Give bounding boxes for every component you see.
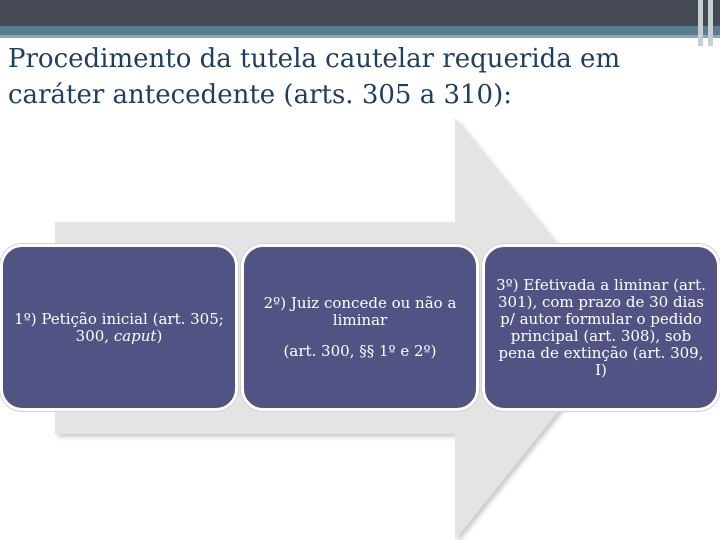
- step-2-text: 2º) Juiz concede ou não a liminar: [263, 294, 457, 329]
- step-3-text: 3º) Efetivada a liminar (art. 301), com prazo de 30 dias p/ autor formular o pedido principal (art. 308), sob pena de extinção (art. 309, I): [496, 275, 706, 379]
- step-2-box: [241, 244, 479, 411]
- slide-title-line-1: Procedimento da tutela cautelar requerida em: [8, 44, 621, 74]
- slide-title-line-2: caráter antecedente (arts. 305 a 310):: [8, 80, 513, 110]
- step-1-text: 1º) Petição inicial (art. 305; 300, caput): [14, 309, 224, 345]
- step-2-subtext: (art. 300, §§ 1º e 2º): [283, 342, 437, 360]
- step-1-italic: caput: [113, 326, 157, 345]
- step-1-box: [0, 244, 238, 411]
- step-3-box: [482, 244, 720, 411]
